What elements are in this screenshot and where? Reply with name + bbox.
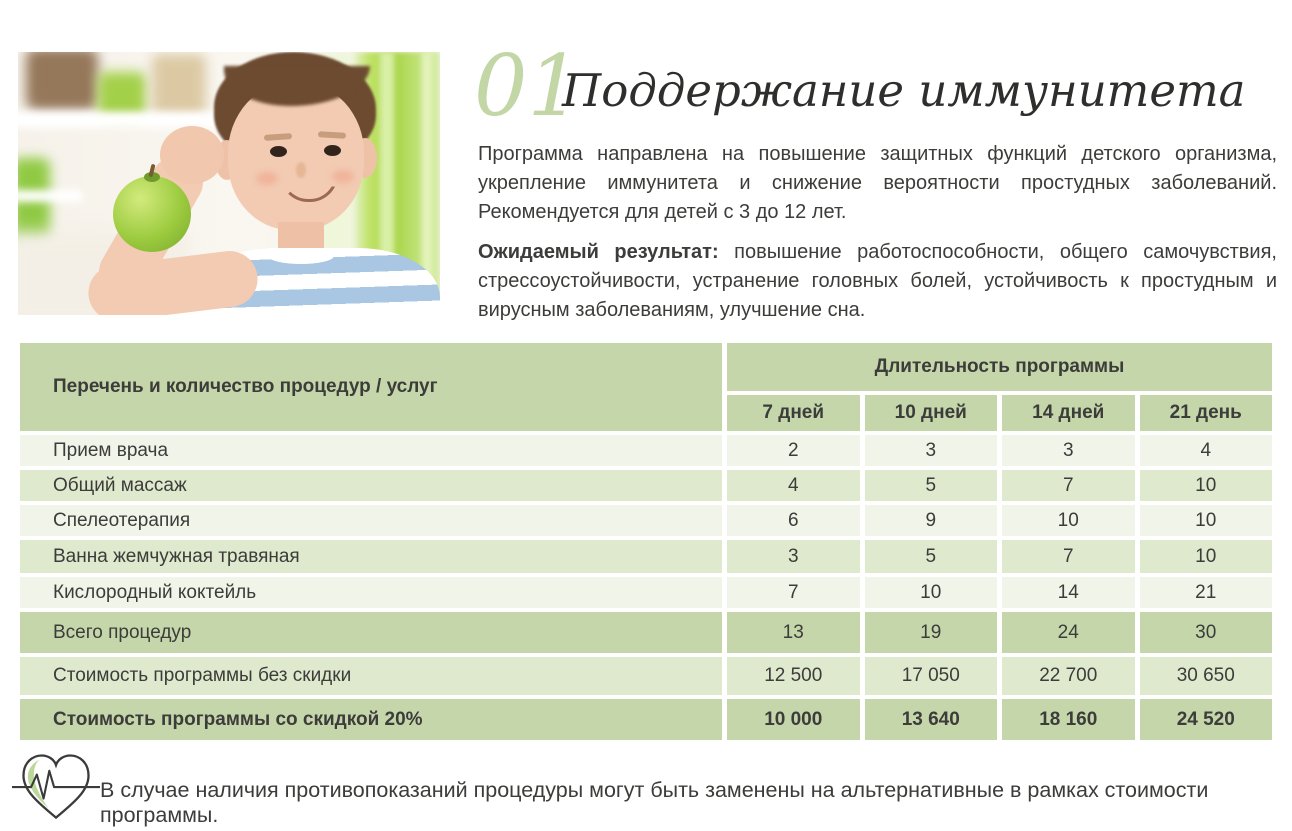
- table-cell: 2: [727, 435, 860, 466]
- boy-fist: [160, 126, 224, 184]
- column-header-7-days: 7 дней: [727, 395, 860, 431]
- boy-shirt-collar: [268, 248, 334, 264]
- row-label-price-with-discount: Стоимость программы со скидкой 20%: [20, 699, 722, 740]
- table-cell: 30: [1140, 612, 1273, 653]
- row-label-pearl-herbal-bath: Ванна жемчужная травяная: [20, 540, 722, 573]
- table-cell: 10 000: [727, 699, 860, 740]
- column-header-10-days: 10 дней: [865, 395, 998, 431]
- kitchen-bottles-blur: [152, 54, 206, 116]
- table-cell: 7: [1002, 470, 1135, 501]
- table-cell: 24 520: [1140, 699, 1273, 740]
- table-cell: 5: [865, 470, 998, 501]
- column-header-21-days: 21 день: [1140, 395, 1273, 431]
- boy-eye: [270, 146, 287, 157]
- column-header-duration: Длительность программы: [727, 343, 1272, 391]
- table-cell: 10: [1140, 505, 1273, 536]
- table-cell: 18 160: [1002, 699, 1135, 740]
- table-cell: 3: [865, 435, 998, 466]
- table-cell: 7: [1002, 540, 1135, 573]
- contraindications-note: В случае наличия противопоказаний процедуры могут быть заменены на альтернативные в рамках стоимости программы.: [100, 778, 1209, 827]
- boy-eye: [324, 145, 341, 156]
- heart-ecg-icon: [12, 750, 100, 826]
- photo-boy-with-apple: [18, 52, 440, 315]
- table-cell: 6: [727, 505, 860, 536]
- row-label-total-procedures: Всего процедур: [20, 612, 722, 653]
- table-cell: 10: [1002, 505, 1135, 536]
- table-cell: 3: [1002, 435, 1135, 466]
- table-cell: 9: [865, 505, 998, 536]
- row-label-price-no-discount: Стоимость программы без скидки: [20, 657, 722, 695]
- table-cell: 30 650: [1140, 657, 1273, 695]
- table-cell: 19: [865, 612, 998, 653]
- program-description: Программа направлена на повышение защитных функций детского организма, укрепление иммунитета и снижение вероятности простудных заболеваний. Рекомендуется для детей с 3 до 12 лет.: [478, 143, 1277, 223]
- table-cell: 10: [865, 577, 998, 608]
- page-title: Поддержание иммунитета: [562, 64, 1246, 117]
- table-cell: 4: [1140, 435, 1273, 466]
- table-cell: 12 500: [727, 657, 860, 695]
- table-cell: 5: [865, 540, 998, 573]
- table-cell: 3: [727, 540, 860, 573]
- expected-result-text: повышение работоспособности, общего самочувствия, стрессоустойчивости, устранение головных болей, устойчивость к простудным и вирусным заболеваниям, улучшение сна.: [478, 241, 1277, 321]
- table-cell: 17 050: [865, 657, 998, 695]
- column-header-14-days: 14 дней: [1002, 395, 1135, 431]
- boy-cheek: [256, 172, 278, 185]
- row-label-speleotherapy: Спелеотерапия: [20, 505, 722, 536]
- row-label-oxygen-cocktail: Кислородный коктейль: [20, 577, 722, 608]
- section-number: 01: [474, 37, 581, 135]
- kitchen-shelf: [18, 190, 82, 202]
- table-cell: 21: [1140, 577, 1273, 608]
- kitchen-basket-blur: [26, 52, 98, 110]
- table-cell: 24: [1002, 612, 1135, 653]
- table-cell: 13 640: [865, 699, 998, 740]
- expected-result-label: Ожидаемый результат:: [478, 241, 719, 263]
- table-cell: 13: [727, 612, 860, 653]
- green-apple: [113, 176, 191, 252]
- row-label-massage: Общий массаж: [20, 470, 722, 501]
- table-cell: 10: [1140, 540, 1273, 573]
- row-label-doctor-visit: Прием врача: [20, 435, 722, 466]
- table-cell: 22 700: [1002, 657, 1135, 695]
- table-cell: 14: [1002, 577, 1135, 608]
- table-cell: 7: [727, 577, 860, 608]
- column-header-procedures: Перечень и количество процедур / услуг: [20, 343, 722, 431]
- program-price-table: [20, 343, 1272, 740]
- table-cell: 10: [1140, 470, 1273, 501]
- table-cell: 4: [727, 470, 860, 501]
- expected-result-paragraph: [478, 238, 1277, 325]
